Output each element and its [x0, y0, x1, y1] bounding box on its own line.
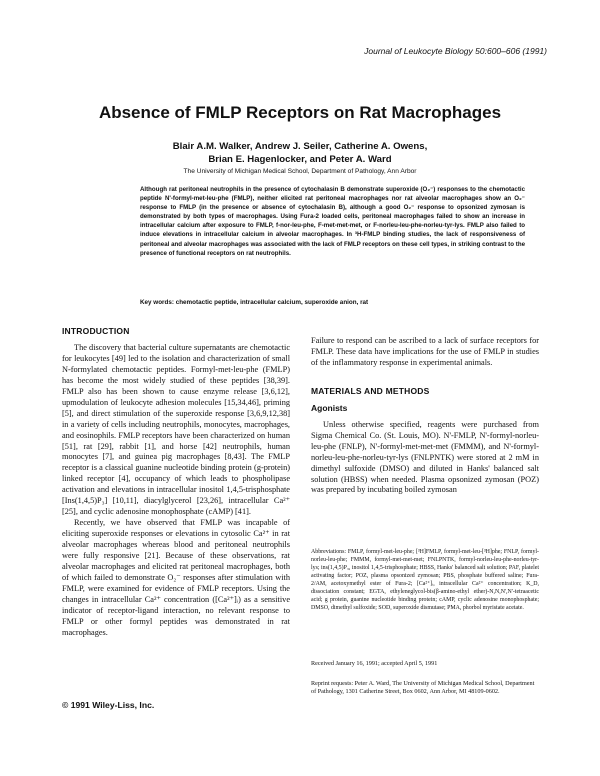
journal-citation: Journal of Leukocyte Biology 50:600–606 (1991) — [364, 46, 547, 56]
article-title: Absence of FMLP Receptors on Rat Macrophages — [98, 103, 502, 122]
copyright: © 1991 Wiley-Liss, Inc. — [62, 700, 155, 710]
received-date: Received January 16, 1991; accepted April 5, 1991 — [311, 660, 438, 667]
author-list — [0, 141, 600, 166]
abstract: Although rat peritoneal neutrophils in the presence of cytochalasin B demonstrate superoxide (O₂⁻) responses to the chemotactic peptide N'-formyl-met-leu-phe (FMLP), neither elicited rat peritoneal macrophages nor rat alveolar macrophages show an O₂⁻ response to FMLP (in the presence or absence of cytochalasin B), although a good O₂⁻ response to opsonized zymosan is demonstrated by both types of macrophages. Using Fura-2 loaded cells, peritoneal macrophages failed to show an increase in intracellular calcium after exposure to FMLP, f-nor-leu-phe, F-met-met-met, or F-norleu-leu-phe-norleu-tyr-lys. FMLP also failed to induce elevations in intracellular calcium in alveolar macrophages. In ³H-FMLP binding studies, the lack of responsiveness of peritoneal and alveolar macrophages was associated with the lack of FMLP receptors on these cell types, in striking contrast to the presence of functional receptors on rat neutrophils. — [140, 186, 525, 257]
abbreviations-footnote: Abbreviations: FMLP, formyl-met-leu-phe; [³H]FMLP, formyl-met-leu-[³H]phe; FNLP, formyl-norleu-leu-phe; FMMM, formyl-met-met-met; FNLPNTK, formyl-norleu-leu-phe-norleu-tyr-lys; ins(1,4,5)P₃, inositol 1,4,5-trisphosphate; HBSS, Hanks' balanced salt solution; PAF, platelet activating factor; POZ, plasma opsonized zymosan; PBS, phosphate buffered saline; Fura-2/AM, acetoxymethyl ester of Fura-2; [Ca²⁺]ᵢ, intracellular Ca²⁺ concentration; K_D, dissociation constant; EGTA, ethyleneglycol-bis(β-amino-ethyl ether)-N,N,N',N'-tetraacetic acid; g protein, guanine nucleotide binding protein; cAMP, cyclic adenosine monophosphate; DMSO, dimethyl sulfoxide; SOD, superoxide dismutase; PMA, phorbol myristate acetate. — [311, 549, 539, 611]
agonists-heading: Agonists — [311, 402, 348, 413]
intro-paragraph-3: Failure to respond can be ascribed to a lack of surface receptors for FMLP. These data have implications for the use of FMLP in studies of the inflammatory response in experimental animals. — [311, 336, 539, 367]
methods-paragraph-1: Unless otherwise specified, reagents were purchased from Sigma Chemical Co. (St. Louis, MO). N'-FMLP, N'-formyl-norleu-leu-phe (FNLP), N'-formyl-met-met-met (FMMM), and N'-formyl-norleu-leu-phe-norleu-tyr-lys (FNLPNTK) were stored at 2 mM in dimethyl sulfoxide (DMSO) and diluted in Hanks' balanced salt solution (HBSS) when needed. Plasma opsonized zymosan (POZ) was prepared by incubating boiled zymosan — [311, 419, 539, 495]
methods-heading: MATERIALS AND METHODS — [311, 385, 430, 396]
author-line-1: Blair A.M. Walker, Andrew J. Seiler, Catherine A. Owens, — [172, 141, 428, 152]
introduction-heading: INTRODUCTION — [62, 326, 130, 336]
intro-paragraph-2: Recently, we have observed that FMLP was incapable of eliciting superoxide responses or elevations in cytosolic Ca²⁺ in rat alveolar macrophages whereas blood and peritoneal neutrophils were fully responsive [21]. Because of these observations, rat alveolar macrophages and elicited rat peritoneal macrophages, both of which failed to demonstrate O₂⁻ responses after stimulation with FMLP, were examined for evidence of FMLP receptors. Using the changes in intracellular Ca²⁺ concentration ([Ca²⁺]ᵢ) as a sensitive indicator of receptor-ligand interaction, no relevant response to FMLP or other formyl peptides was demonstrated in rat macrophages. — [62, 518, 290, 637]
intro-paragraph-1: The discovery that bacterial culture supernatants are chemotactic for leukocytes [49] led to the isolation and characterization of small N-formylated chemotactic peptides. Formyl-met-leu-phe (FMLP) has become the most widely studied of these peptides [38,39]. FMLP also has been shown to cause enzyme release [3,6,12], upmodulation of leukocyte adhesion molecules [15,34,46], priming [5], and direct stimulation of the superoxide response [3,6,9,12,38] in a variety of cells including neutrophils, monocytes, macrophages, and eosinophils. FMLP receptors have been characterized on human [51], rat [29], rabbit [1], and horse [42] neutrophils, human monocytes [7], and guinea pig macrophages [8,43]. The FMLP receptor is a classical guanine nucleotide binding protein (g-protein) linked receptor [4], occupancy of which leads to phospholipase activation and elevations in intracellular inositol 1,4,5-trisphosphate [Ins(1,4,5)P₃] [10,11], diacylglycerol [23,26], intracellular Ca²⁺ [25], and cyclic adenosine monophosphate (cAMP) [41]. — [62, 342, 290, 517]
affiliation: The University of Michigan Medical School, Department of Pathology, Ann Arbor — [183, 168, 417, 175]
right-column — [311, 336, 539, 496]
left-column — [62, 326, 290, 639]
author-line-2: Brian E. Hagenlocker, and Peter A. Ward — [208, 153, 392, 165]
keywords: Key words: chemotactic peptide, intracellular calcium, superoxide anion, rat — [140, 299, 369, 306]
reprint-requests: Reprint requests: Peter A. Ward, The University of Michigan Medical School, Department of Pathology, 1301 Catherine Street, Box 0602, Ann Arbor, MI 48109-0602. — [311, 680, 535, 696]
